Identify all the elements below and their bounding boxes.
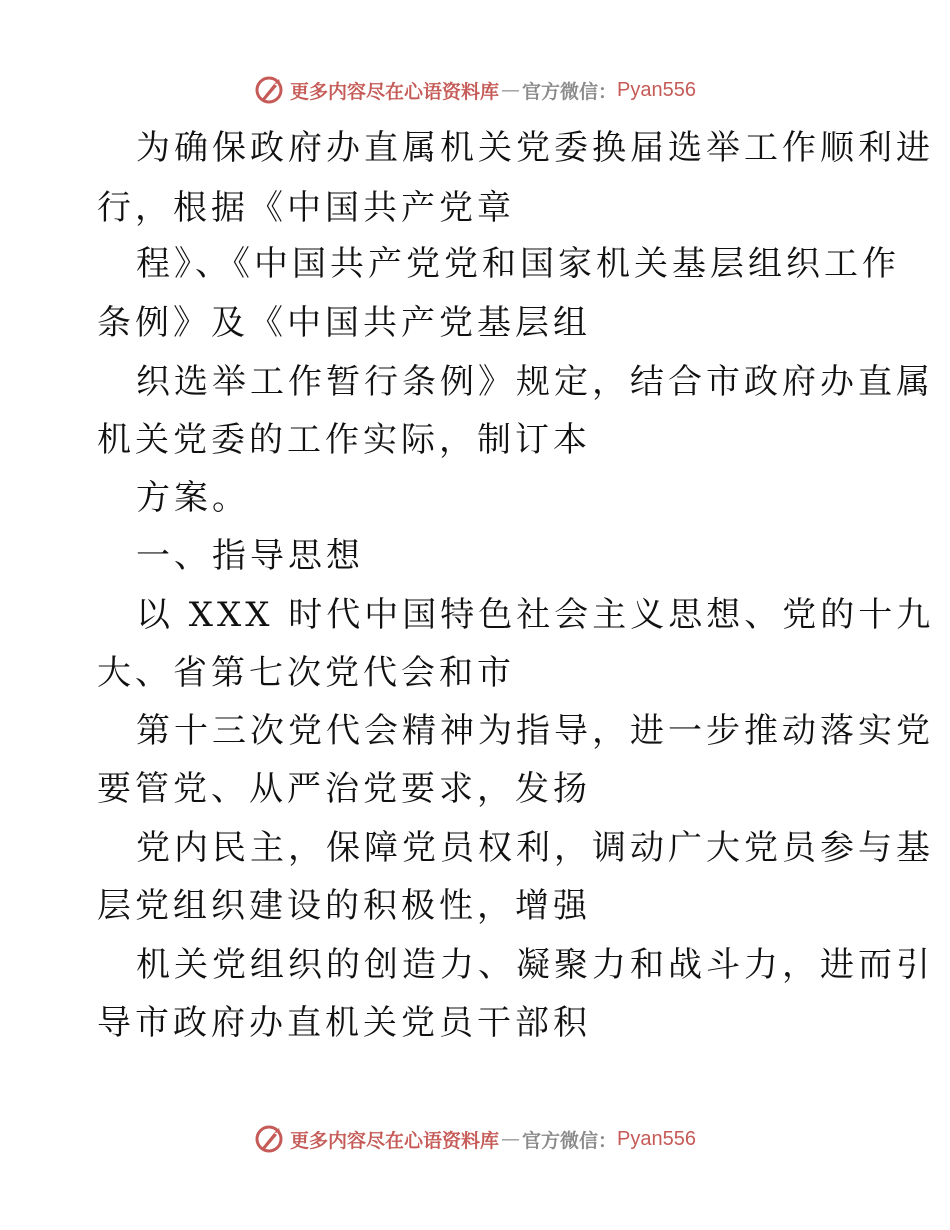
watermark-official-label: 官方微信：: [522, 1129, 618, 1152]
body-line: 为确保政府办直属机关党委换届选举工作顺利进: [136, 128, 934, 168]
body-line: 行，根据《中国共产党章: [97, 188, 515, 228]
watermark-account: Pyan556: [617, 78, 696, 101]
watermark-title: 更多内容尽在心语资料库: [290, 80, 500, 103]
body-line: 导市政府办直机关党员干部积: [97, 1003, 591, 1043]
body-line: 要管党、从严治党要求，发扬: [97, 769, 591, 809]
watermark-dash: —: [501, 79, 521, 101]
body-line: 机关党组织的创造力、凝聚力和战斗力，进而引: [136, 945, 934, 985]
quill-logo-icon: [254, 1124, 284, 1154]
body-line: 党内民主，保障党员权利，调动广大党员参与基: [136, 828, 934, 868]
body-line: 以 XXX 时代中国特色社会主义思想、党的十九: [136, 595, 935, 635]
body-line: 织选举工作暂行条例》规定，结合市政府办直属: [136, 362, 934, 402]
quill-logo-icon: [254, 75, 284, 105]
body-line: 大、省第七次党代会和市: [97, 653, 515, 693]
body-line: 机关党委的工作实际，制订本: [97, 420, 591, 460]
watermark-title: 更多内容尽在心语资料库: [290, 1129, 500, 1152]
body-line: 方案。: [136, 478, 250, 518]
header-watermark: [0, 70, 950, 110]
body-line: 条例》及《中国共产党基层组: [97, 303, 591, 343]
body-line: 第十三次党代会精神为指导，进一步推动落实党: [136, 711, 934, 751]
body-line: 程》、《中国共产党党和国家机关基层组织工作: [136, 244, 900, 284]
watermark-dash: —: [501, 1128, 521, 1150]
footer-watermark: [0, 1119, 950, 1159]
watermark-account: Pyan556: [617, 1127, 696, 1150]
watermark-official-label: 官方微信：: [522, 80, 618, 103]
section-heading: 一、指导思想: [136, 536, 364, 576]
body-line: 层党组织建设的积极性，增强: [97, 886, 591, 926]
